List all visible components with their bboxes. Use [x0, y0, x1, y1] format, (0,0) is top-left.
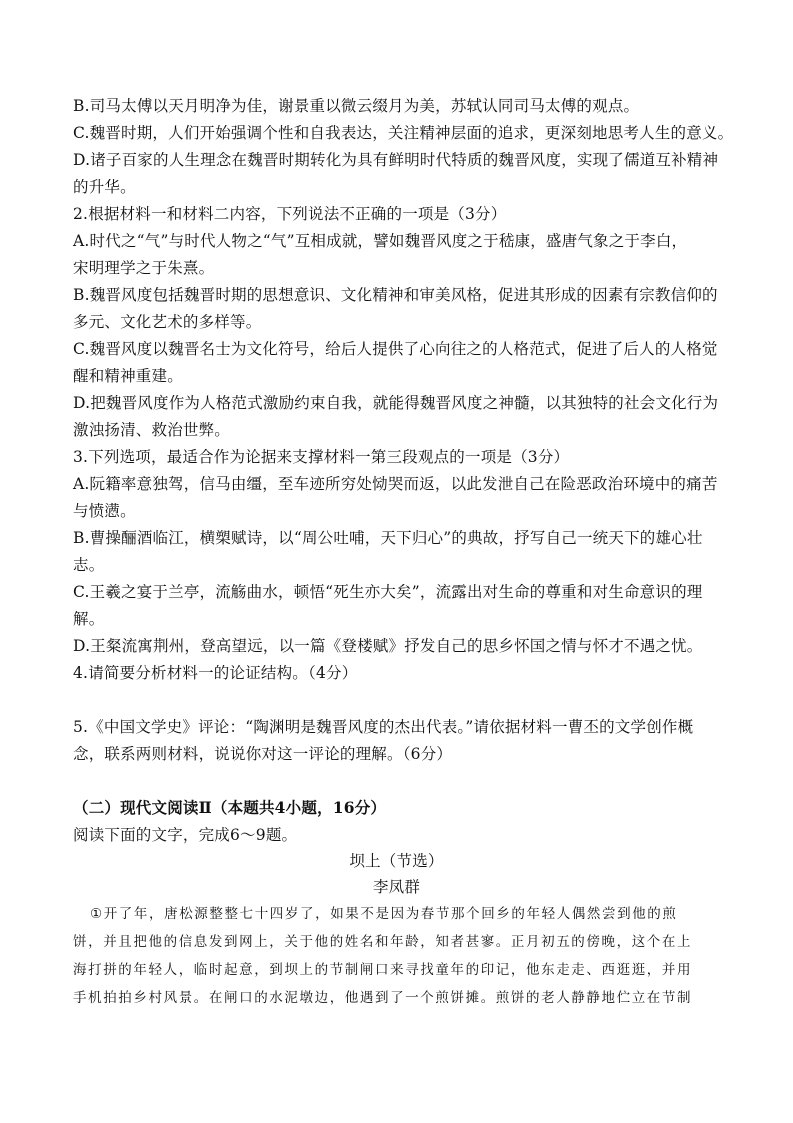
- q2-option-a-line1: A.时代之“气”与时代人物之“气”互相成就，譬如魏晋风度之于嵇康，盛唐气象之于李白，: [73, 232, 688, 250]
- q3-option-b-line2: 志。: [73, 556, 105, 574]
- story-author: 李凤群: [372, 878, 421, 896]
- q2-option-a-line2: 宋明理学之于朱熹。: [73, 259, 215, 277]
- q1-option-b: B.司马太傅以天月明净为佳，谢景重以微云缀月为美，苏轼认同司马太傅的观点。: [73, 97, 640, 115]
- q1-option-d-line1: D.诸子百家的人生理念在魏晋时期转化为具有鲜明时代特质的魏晋风度，实现了儒道互补精神: [73, 151, 719, 169]
- q2-option-b-line2: 多元、文化艺术的多样等。: [73, 313, 262, 331]
- section-heading: （二）现代文阅读Ⅱ（本题共4小题，16分）: [73, 798, 387, 817]
- q3-option-a-line1: A.阮籍率意独驾，信马由缰，至车迹所穷处恸哭而返，以此发泄自己在险恶政治环境中的痛苦: [73, 475, 718, 493]
- q5-stem-line1: 5.《中国文学史》评论：“陶渊明是魏晋风度的杰出代表。”请依据材料一曹丕的文学创作概: [73, 718, 694, 736]
- q1-option-d-line2: 的升华。: [73, 178, 136, 196]
- q3-option-d: D.王粲流寓荆州，登高望远，以一篇《登楼赋》抒发自己的思乡怀国之情与怀才不遇之忧。: [73, 637, 703, 655]
- story-title: 坝上（节选）: [349, 852, 444, 870]
- section-instruction: 阅读下面的文字，完成6～9题。: [73, 826, 298, 844]
- q2-stem: 2.根据材料一和材料二内容，下列说法不正确的一项是（3分）: [73, 205, 507, 223]
- q3-option-c-line1: C.王羲之宴于兰亭，流觞曲水，顿悟“死生亦大矣”，流露出对生命的尊重和对生命意识的理: [73, 583, 703, 601]
- q3-stem: 3.下列选项，最适合作为论据来支撑材料一第三段观点的一项是（3分）: [73, 448, 570, 466]
- q4-stem: 4.请简要分析材料一的论证结构。（4分）: [73, 664, 358, 682]
- story-paragraph-line: 海打拼的年轻人，临时起意，到坝上的节制闸口来寻找童年的印记，他东走走、西逛逛，并用: [73, 962, 693, 978]
- q5-stem-line2: 念，联系两则材料，说说你对这一评论的理解。（6分）: [73, 745, 453, 763]
- q2-option-d-line2: 激浊扬清、救治世弊。: [73, 421, 231, 439]
- q2-option-b-line1: B.魏晋风度包括魏晋时期的思想意识、文化精神和审美风格，促进其形成的因素有宗教信仰的: [73, 286, 718, 304]
- story-paragraph-line: 手机拍拍乡村风景。在闸口的水泥墩边，他遇到了一个煎饼摊。煎饼的老人静静地伫立在节制: [73, 990, 693, 1006]
- q2-option-c-line2: 醒和精神重建。: [73, 367, 183, 385]
- story-paragraph-line: 饼，并且把他的信息发到网上，关于他的姓名和年龄，知者甚寥。正月初五的傍晚，这个在上: [73, 934, 693, 950]
- story-paragraph-line: ①开了年，唐松源整整七十四岁了，如果不是因为春节那个回乡的年轻人偶然尝到他的煎: [90, 906, 678, 922]
- q1-option-c: C.魏晋时期，人们开始强调个性和自我表达，关注精神层面的追求，更深刻地思考人生的意义。: [73, 124, 734, 142]
- q3-option-b-line1: B.曹操酾酒临江，横槊赋诗，以“周公吐哺，天下归心”的典故，抒写自己一统天下的雄心壮: [73, 529, 703, 547]
- q3-option-a-line2: 与愤懑。: [73, 502, 136, 520]
- q2-option-c-line1: C.魏晋风度以魏晋名士为文化符号，给后人提供了心向往之的人格范式，促进了后人的人格觉: [73, 340, 718, 358]
- q3-option-c-line2: 解。: [73, 610, 105, 628]
- q2-option-d-line1: D.把魏晋风度作为人格范式激励约束自我，就能得魏晋风度之神髓，以其独特的社会文化行为: [73, 394, 719, 412]
